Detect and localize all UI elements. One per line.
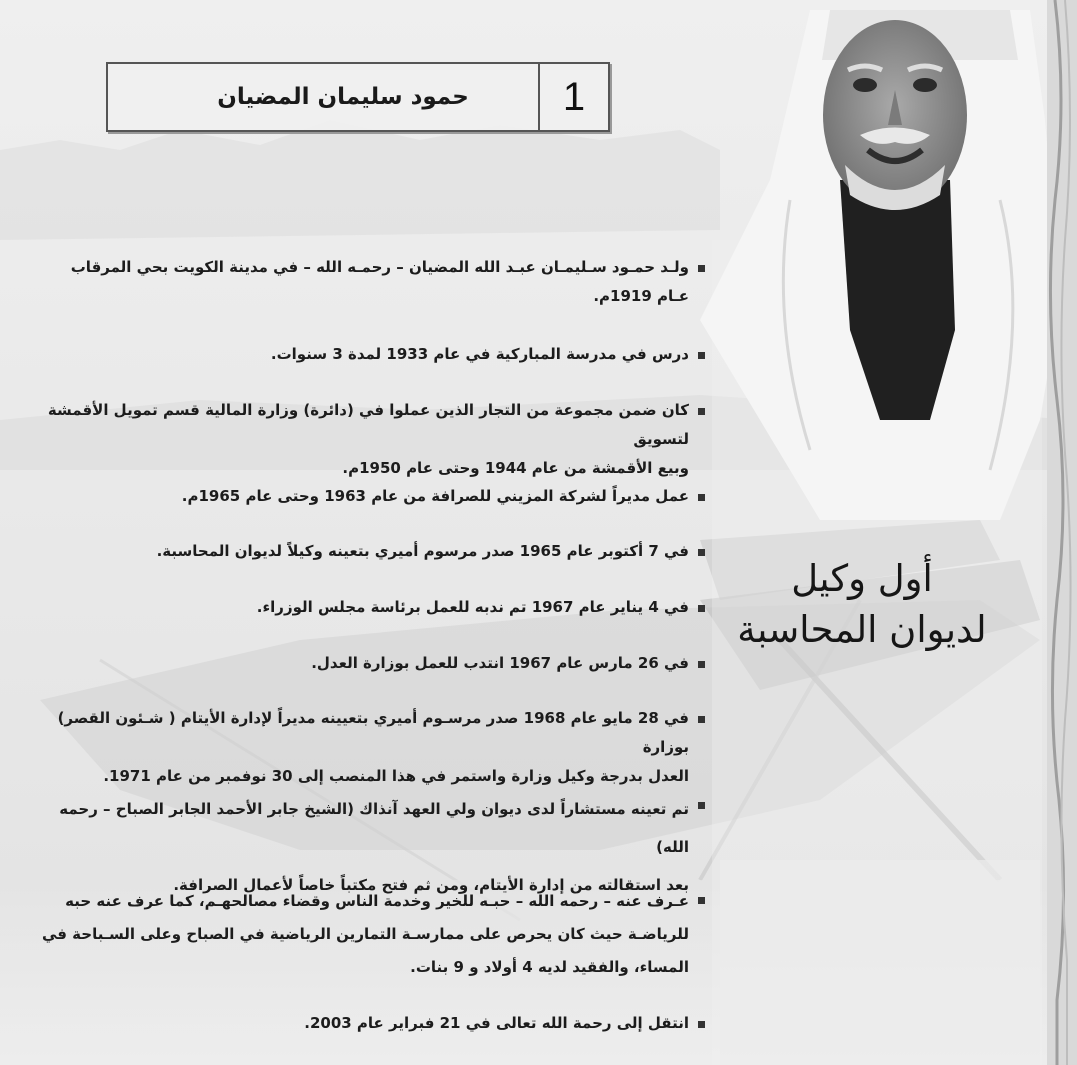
bullet-line: عمل مديراً لشركة المزيني للصرافة من عام 1963 وحتى عام 1965م.: [181, 487, 689, 505]
bullet-square-icon: [698, 605, 705, 612]
bullet-line: في 26 مارس عام 1967 انتدب للعمل بوزارة العدل.: [311, 654, 689, 672]
bullet-line: العدل بدرجة وكيل وزارة واستمر في هذا المنصب إلى 30 نوفمبر من عام 1971.: [103, 767, 689, 785]
bullet-line: انتقل إلى رحمة الله تعالى في 21 فبراير عام 2003.: [304, 1014, 689, 1032]
list-item: [30, 482, 705, 511]
bullet-line: كان ضمن مجموعة من التجار الذين عملوا في (دائرة) وزارة المالية قسم تمويل الأقمشة لتسويق: [47, 401, 689, 448]
list-item: [30, 396, 705, 483]
bullet-square-icon: [698, 408, 705, 415]
bullet-line: في 28 مايو عام 1968 صدر مرسـوم أميري بتعيينه مديراً لإدارة الأيتام ( شـئون القصر) بوزارة: [57, 709, 689, 756]
bullet-square-icon: [698, 352, 705, 359]
list-item: [30, 704, 705, 791]
list-item: [30, 253, 705, 311]
list-item: [30, 537, 705, 566]
side-heading-line2: لديوان المحاسبة: [737, 608, 987, 651]
title-box: [106, 62, 610, 132]
bullet-line: في 7 أكتوبر عام 1965 صدر مرسوم أميري بتعينه وكيلاً لديوان المحاسبة.: [156, 542, 689, 560]
bullet-square-icon: [698, 716, 705, 723]
bullet-line: عـرف عنه – رحمه الله – حبـه للخير وخدمة الناس وقضاء مصالحهـم، كما عرف عنه حبه: [65, 892, 689, 910]
bullet-line: بعد استقالته من إدارة الأيتام، ومن ثم فتح مكتباً خاصاً لأعمال الصرافة.: [173, 876, 689, 894]
bullet-line: تم تعينه مستشاراً لدى ديوان ولي العهد آنذاك (الشيخ جابر الأحمد الجابر الصباح – رحمه الله): [59, 800, 689, 856]
bullet-square-icon: [698, 549, 705, 556]
list-item: [30, 340, 705, 369]
bullet-line: وبيع الأقمشة من عام 1944 وحتى عام 1950م.: [342, 459, 689, 477]
bullet-square-icon: [698, 265, 705, 272]
bullet-square-icon: [698, 494, 705, 501]
list-item: [30, 1009, 705, 1038]
bullet-line: درس في مدرسة المباركية في عام 1933 لمدة 3 سنوات.: [270, 345, 689, 363]
side-heading: [712, 552, 1012, 654]
bullet-line: للرياضـة حيث كان يحرص على ممارسـة التمارين الرياضية في الصباح وعلى السـباحة في: [41, 925, 689, 943]
bullet-line: المساء، والفقيد لديه 4 أولاد و 9 بنات.: [410, 958, 689, 976]
person-name: حمود سليمان المضيان: [217, 84, 469, 110]
bullet-square-icon: [698, 802, 705, 809]
side-heading-line1: أول وكيل: [791, 557, 933, 600]
page-edge-decoration: [1047, 0, 1077, 1065]
list-item: [30, 885, 705, 984]
bullet-square-icon: [698, 897, 705, 904]
portrait-photo: [700, 0, 1077, 520]
bullet-line: في 4 يناير عام 1967 تم ندبه للعمل برئاسة مجلس الوزراء.: [256, 598, 689, 616]
list-item: [30, 649, 705, 678]
bullet-line: ولـد حمـود سـليمـان عبـد الله المضيان – رحمـه الله – في مدينة الكويت بحي المرقاب: [70, 258, 689, 276]
bullet-square-icon: [698, 661, 705, 668]
bullet-square-icon: [698, 1021, 705, 1028]
entry-number: 1: [538, 64, 608, 130]
bullet-line: عـام 1919م.: [593, 287, 689, 305]
list-item: [30, 593, 705, 622]
